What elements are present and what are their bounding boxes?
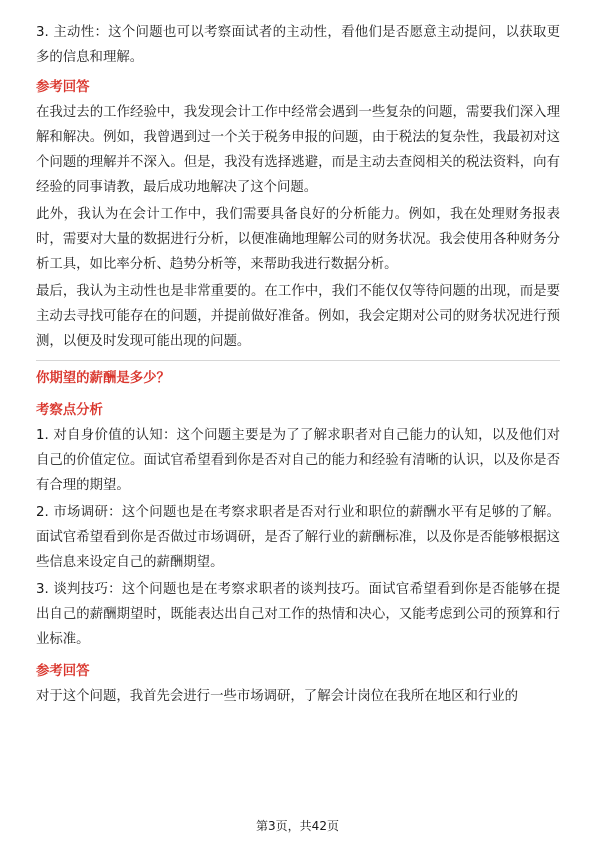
body-paragraph: 在我过去的工作经验中，我发现会计工作中经常会遇到一些复杂的问题，需要我们深入理解和解决。例如，我曾遇到过一个关于税务申报的问题，由于税法的复杂性，我最初对这个问题的理解并不深入。但是，我没有选择逃避，而是主动去查阅相关的税法资料，向有经验的同事请教，最后成功地解决了这个问题。: [36, 105, 560, 195]
question-title: 你期望的薪酬是多少？: [36, 371, 170, 386]
section-heading-analysis: 考察点分析: [36, 403, 103, 418]
document-page: [36, 20, 560, 711]
body-paragraph: 此外，我认为在会计工作中，我们需要具备良好的分析能力。例如，我在处理财务报表时，需要对大量的数据进行分析，以便准确地理解公司的财务状况。我会使用各种财务分析工具，如比率分析、趋势分析等，来帮助我进行数据分析。: [36, 207, 560, 272]
section-heading-reference-answer: 参考回答: [36, 80, 90, 95]
page-number: 第3页，共42页: [256, 819, 339, 833]
body-paragraph: 2. 市场调研：这个问题也是在考察求职者是否对行业和职位的薪酬水平有足够的了解。面试官希望看到你是否做过市场调研，是否了解行业的薪酬标准，以及你是否能够根据这些信息来设定自己的薪酬期望。: [36, 505, 560, 570]
section-heading-reference-answer: 参考回答: [36, 664, 90, 679]
section-divider: [36, 360, 560, 361]
body-paragraph: 对于这个问题，我首先会进行一些市场调研，了解会计岗位在我所在地区和行业的: [36, 689, 519, 704]
body-paragraph: 3. 谈判技巧：这个问题也是在考察求职者的谈判技巧。面试官希望看到你是否能够在提出自己的薪酬期望时，既能表达出自己对工作的热情和决心，又能考虑到公司的预算和行业标准。: [36, 582, 560, 647]
body-paragraph: 3. 主动性：这个问题也可以考察面试者的主动性，看他们是否愿意主动提问，以获取更多的信息和理解。: [36, 25, 560, 65]
body-paragraph: 1. 对自身价值的认知：这个问题主要是为了了解求职者对自己能力的认知，以及他们对自己的价值定位。面试官希望看到你是否对自己的能力和经验有清晰的认识，以及你是否有合理的期望。: [36, 428, 560, 493]
body-paragraph: 最后，我认为主动性也是非常重要的。在工作中，我们不能仅仅等待问题的出现，而是要主动去寻找可能存在的问题，并提前做好准备。例如，我会定期对公司的财务状况进行预测，以便及时发现可能出现的问题。: [36, 284, 560, 349]
